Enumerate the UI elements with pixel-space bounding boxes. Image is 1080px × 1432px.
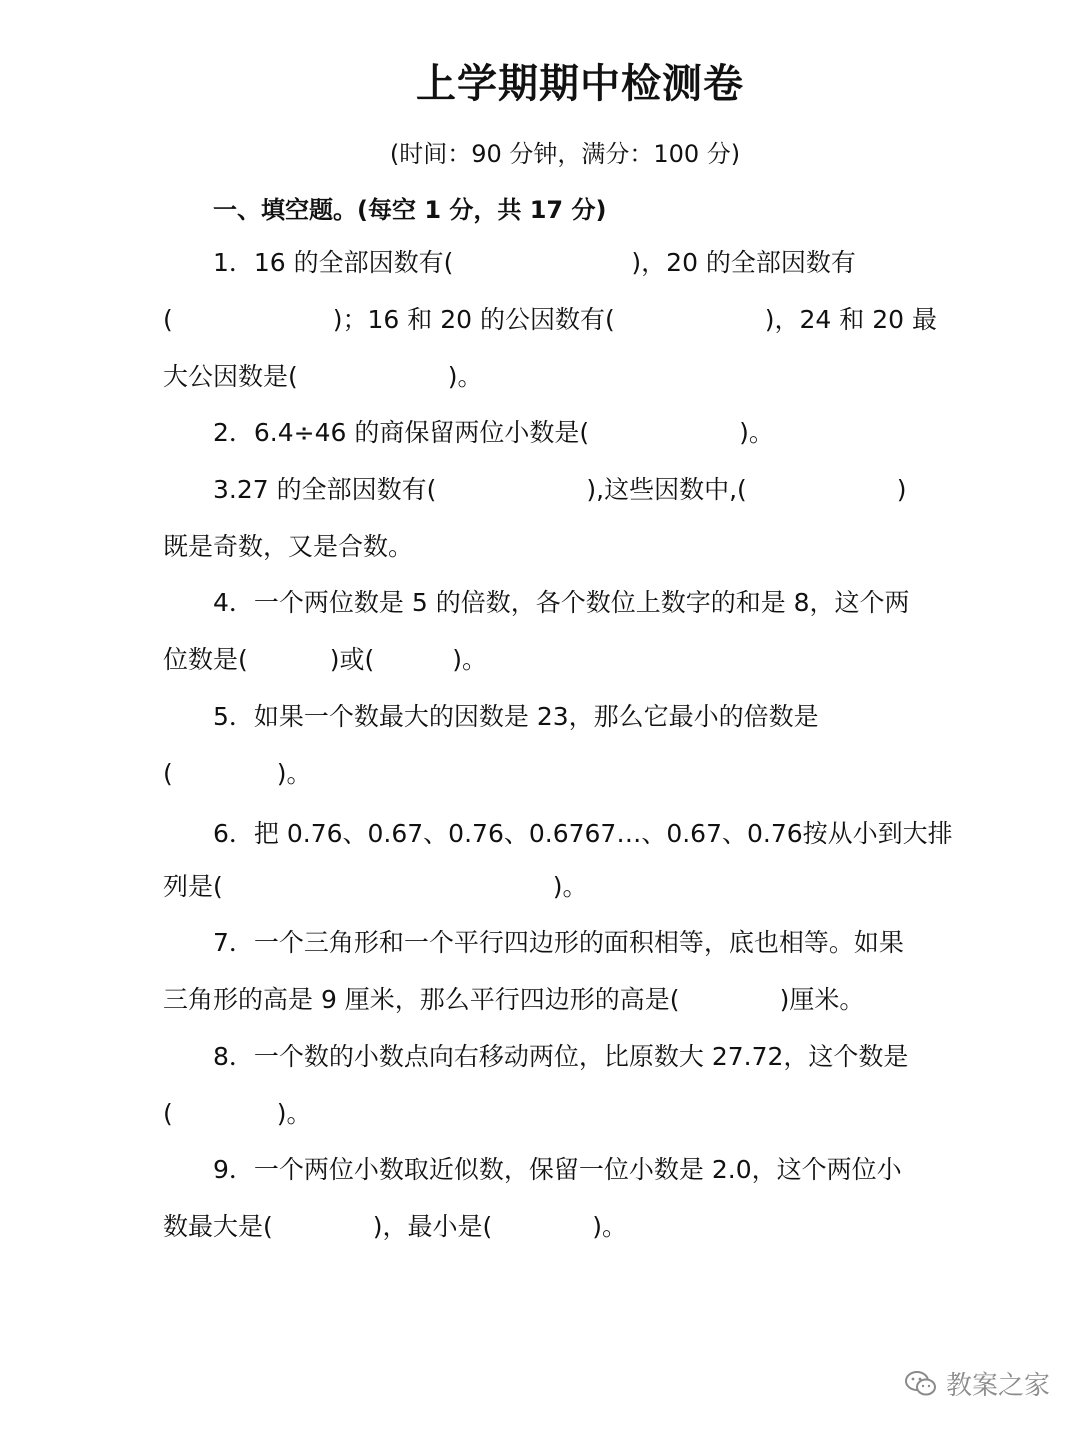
q5-text-c: )。 [276, 759, 312, 788]
question-7-line-1 [213, 926, 904, 960]
q5-text-b: ( [163, 759, 173, 788]
q8-text-b: ( [163, 1099, 173, 1128]
question-1-line-1 [213, 246, 856, 280]
question-1-line-3 [163, 360, 483, 394]
q1-text-d: )；16 和 20 的公因数有( [332, 305, 615, 334]
q7-text-a: 7．一个三角形和一个平行四边形的面积相等，底也相等。如果 [213, 928, 904, 957]
q8-text-a: 8．一个数的小数点向右移动两位，比原数大 27.72，这个数是 [213, 1042, 909, 1071]
q4-text-c: )或( [329, 645, 375, 674]
question-9-line-2 [163, 1210, 627, 1244]
watermark [904, 1365, 1050, 1402]
question-7-line-2 [163, 983, 864, 1017]
wechat-icon [904, 1370, 938, 1398]
q8-text-c: )。 [276, 1099, 312, 1128]
q3-text-a: 3.27 的全部因数有( [213, 475, 437, 504]
q6-text-b: 列是( [163, 872, 223, 901]
exam-info: (时间：90 分钟，满分：100 分) [389, 140, 741, 168]
question-5-line-2 [163, 757, 312, 791]
question-3-line-2 [163, 530, 413, 564]
q1-text-f: 大公因数是( [163, 362, 298, 391]
q1-text-e: )，24 和 20 最 [764, 305, 937, 334]
q7-text-c: )厘米。 [779, 985, 865, 1014]
q2-text-b: )。 [739, 418, 774, 447]
q9-text-d: )。 [592, 1212, 628, 1241]
q1-text-g: )。 [447, 362, 483, 391]
q7-text-b: 三角形的高是 9 厘米，那么平行四边形的高是( [163, 985, 680, 1014]
q4-text-d: )。 [452, 645, 488, 674]
question-9-line-1 [213, 1153, 902, 1187]
question-4-line-2 [163, 643, 487, 677]
q3-text-c: ) [896, 475, 907, 504]
q1-text-b: )，20 的全部因数有 [631, 248, 856, 277]
question-4-line-1 [213, 586, 910, 620]
question-6-line-1 [213, 817, 953, 851]
q5-text-a: 5．如果一个数最大的因数是 23，那么它最小的倍数是 [213, 702, 819, 731]
q9-text-c: )，最小是( [372, 1212, 493, 1241]
q9-text-b: 数最大是( [163, 1212, 273, 1241]
q1-text-c: ( [163, 305, 173, 334]
q6-text-c: )。 [552, 872, 588, 901]
q3-text-d: 既是奇数，又是合数。 [163, 532, 414, 561]
question-2 [213, 416, 774, 450]
question-3-line-1 [213, 473, 907, 507]
question-1-line-2 [163, 303, 937, 337]
page-title: 上学期期中检测卷 [416, 61, 744, 107]
q9-text-a: 9．一个两位小数取近似数，保留一位小数是 2.0，这个两位小 [213, 1155, 902, 1184]
q6-text-a: 6．把 0.76、0.67、0.76、0.6767…、0.67、0.76按从小到大排 [213, 819, 953, 848]
q1-text-a: 1．16 的全部因数有( [213, 248, 454, 277]
question-6-line-2 [163, 870, 588, 904]
q3-text-b: ),这些因数中,( [586, 475, 747, 504]
question-8-line-2 [163, 1097, 312, 1131]
section-heading: 一、填空题。(每空 1 分，共 17 分) [213, 196, 607, 224]
question-5-line-1 [213, 700, 819, 734]
question-8-line-1 [213, 1040, 908, 1074]
q2-text-a: 2．6.4÷46 的商保留两位小数是( [213, 418, 590, 447]
watermark-text: 教案之家 [945, 1371, 1050, 1401]
q4-text-b: 位数是( [163, 645, 248, 674]
q4-text-a: 4．一个两位数是 5 的倍数，各个数位上数字的和是 8，这个两 [213, 588, 910, 617]
